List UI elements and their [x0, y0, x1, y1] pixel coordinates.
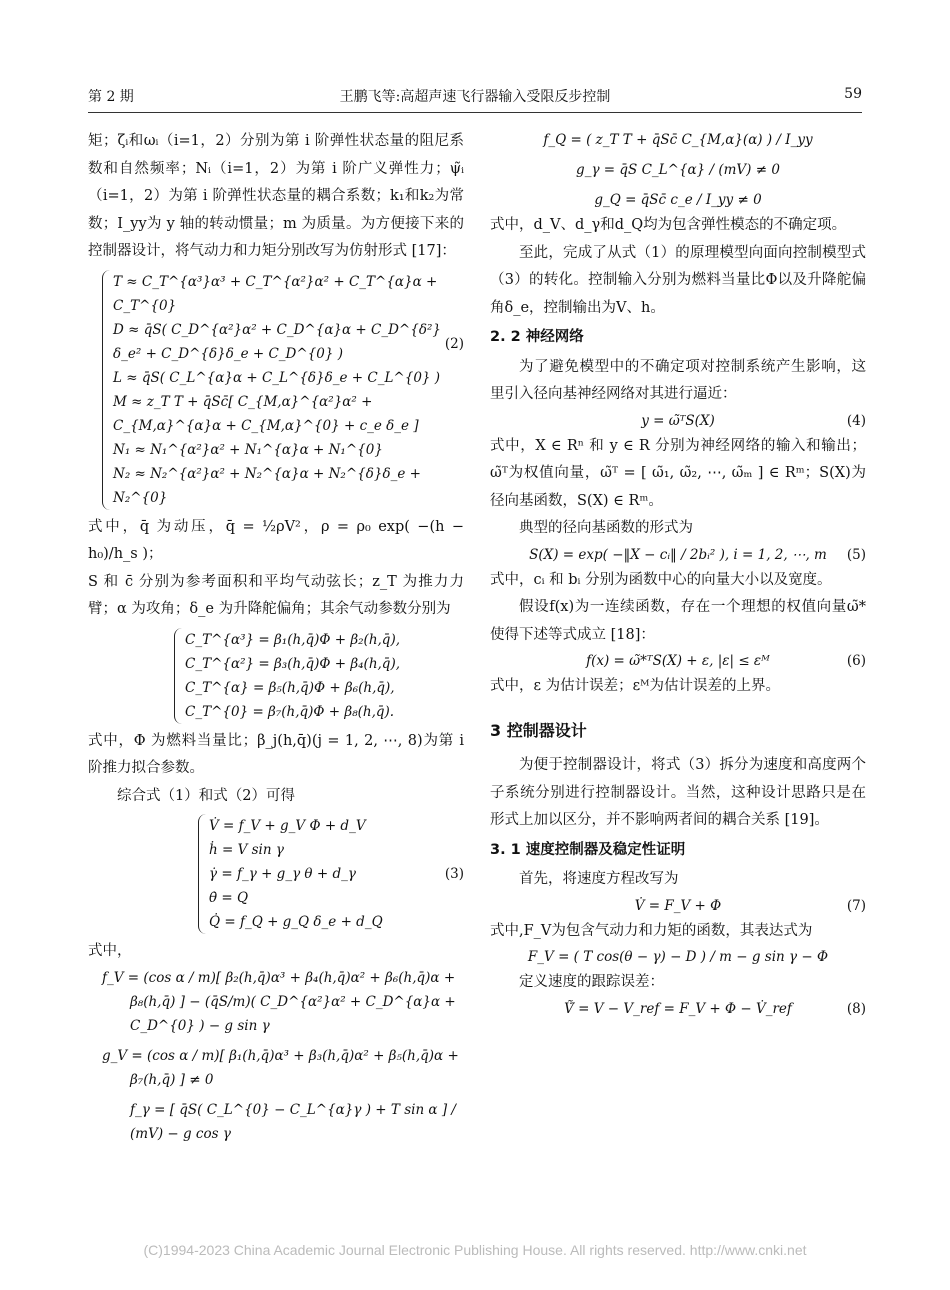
- equation-number: (2): [444, 335, 464, 352]
- paragraph: 为了避免模型中的不确定项对控制系统产生影响，这里引入径向基神经网络对其进行逼近：: [490, 358, 866, 402]
- equation-4: [490, 409, 866, 433]
- paragraph: 式中，q̄ 为动压，q̄ = ½ρV²，ρ = ρ₀ exp( −(h − h₀)/h_s )；: [88, 518, 464, 562]
- paragraph: 式中,F_V为包含气动力和力矩的函数，其表达式为: [490, 922, 813, 939]
- paragraph: 典型的径向基函数的形式为: [519, 520, 693, 536]
- eq-line: g_γ = q̄S C_L^{α} / (mV) ≠ 0: [576, 162, 780, 178]
- eq-line: V̇ = f_V + g_V Φ + d_V: [209, 818, 366, 834]
- equation-number: (4): [846, 412, 866, 429]
- eq-line: f_γ = [ q̄S( C_L^{0} − C_L^{α}γ ) + T sin α ] / (mV) − g cos γ: [130, 1101, 456, 1142]
- copyright-footer: (C)1994-2023 China Academic Journal Electronic Publishing House. All rights reserved. http://www.cnki.net: [143, 1242, 807, 1258]
- eq-line: S(X) = exp( −‖X − cᵢ‖ / 2bᵢ² ), i = 1, 2, ⋯, m: [529, 546, 827, 563]
- issue-label: 第 2 期: [88, 89, 134, 105]
- equation-2: [102, 270, 464, 510]
- equation-7: [490, 894, 866, 918]
- paragraph: 式中，cᵢ 和 bᵢ 分别为函数中心的向量大小以及宽度。: [490, 571, 832, 588]
- eq-line: f(x) = ω̃*ᵀS(X) + ε, |ε| ≤ εᴹ: [586, 653, 770, 669]
- paragraph: 式中，X ∈ Rⁿ 和 y ∈ R 分别为神经网络的输入和输出；ω̃ᵀ为权值向量，ω̃ᵀ = [ ω̃₁, ω̃₂, ⋯, ω̃ₘ ] ∈ Rᵐ；S(X)为径向基函数，S(X) ∈ Rᵐ。: [490, 437, 866, 509]
- paragraph: 式中，: [88, 943, 132, 959]
- equation-number: (7): [846, 897, 866, 914]
- equation-fvv: [490, 945, 866, 969]
- equation-6: [490, 649, 866, 673]
- eq-line: γ̇ = f_γ + g_γ θ + d_γ: [209, 866, 356, 882]
- paragraph: 定义速度的跟踪误差：: [519, 974, 664, 990]
- eq-line: f_V = (cos α / m)[ β₂(h,q̄)α³ + β₄(h,q̄)α² + β₆(h,q̄)α +: [102, 969, 456, 986]
- eq-line: Ṽ̇ = V − V_ref = F_V + Φ − V̇_ref: [564, 1000, 792, 1017]
- eq-line: Q̇ = f_Q + g_Q δ_e + d_Q: [209, 914, 383, 930]
- left-column: [88, 128, 464, 1146]
- header-rule: [88, 112, 862, 113]
- paragraph: 式中，ε 为估计误差；εᴹ为估计误差的上界。: [490, 678, 780, 694]
- eq-line: V̇ = F_V + Φ: [634, 897, 722, 914]
- section-heading: 3. 1 速度控制器及稳定性证明: [490, 841, 686, 858]
- equation-number: (6): [846, 653, 866, 669]
- eq-line: L ≈ q̄S( C_L^{α}α + C_L^{δ}δ_e + C_L^{0} ): [113, 369, 441, 386]
- equation-fq-block: [490, 128, 866, 212]
- section-heading: 2. 2 神经网络: [490, 329, 584, 345]
- eq-line: T ≈ C_T^{α³}α³ + C_T^{α²}α² + C_T^{α}α + C_T^{0}: [113, 273, 438, 314]
- page-number: 59: [844, 86, 862, 102]
- equation-number: (8): [846, 1000, 866, 1017]
- eq-line: C_T^{α²} = β₃(h,q̄)Φ + β₄(h,q̄),: [185, 655, 401, 672]
- eq-line: C_T^{α³} = β₁(h,q̄)Φ + β₂(h,q̄),: [185, 631, 401, 648]
- paragraph: 式中，Φ 为燃料当量比；β_j(h,q̄)(j = 1, 2, ⋯, 8)为第 i 阶推力拟合参数。: [88, 732, 464, 776]
- eq-line: C_T^{α} = β₅(h,q̄)Φ + β₆(h,q̄),: [185, 679, 395, 696]
- equation-3: [198, 814, 464, 934]
- eq-line: C_T^{0} = β₇(h,q̄)Φ + β₈(h,q̄).: [185, 703, 395, 720]
- equation-fv: [88, 966, 464, 1146]
- eq-line: ḣ = V sin γ: [209, 842, 284, 858]
- paragraph: 矩；ζᵢ和ωᵢ（i=1，2）分别为第 i 阶弹性状态量的阻尼系数和自然频率；Nᵢ（i=1，2）为第 i 阶广义弹性力；ψ̃ᵢ（i=1，2）为第 i 阶弹性状态量的耦合系数；k₁和k₂为常数；I_yy为 y 轴的转动惯量；m 为质量。为方便接下来的控制器设计，将气动力和力矩分别改写为仿射形式 [17]：: [88, 133, 464, 259]
- eq-line: θ̇ = Q: [209, 890, 249, 906]
- paragraph: 为便于控制器设计，将式（3）拆分为速度和高度两个子系统分别进行控制器设计。当然，这种设计思路只是在形式上加以区分，并不影响两者间的耦合关系 [19]。: [490, 757, 866, 828]
- equation-8: [490, 997, 866, 1021]
- eq-line: f_Q = ( z_T T + q̄Sc̄ C_{M,α}(α) ) / I_yy: [543, 132, 813, 148]
- eq-line: β₇(h,q̄) ] ≠ 0: [130, 1071, 214, 1088]
- eq-line: y = ω̃ᵀS(X): [641, 412, 715, 429]
- paragraph: 假设f(x)为一连续函数，存在一个理想的权值向量ω̃* 使得下述等式成立 [18]：: [490, 599, 866, 643]
- paragraph: 综合式（1）和式（2）可得: [117, 787, 295, 804]
- section-heading: 3 控制器设计: [490, 720, 587, 740]
- paragraph: S 和 c̄ 分别为参考面积和平均气动弦长；z_T 为推力力臂；α 为攻角；δ_e 为升降舵偏角；其余气动参数分别为: [88, 573, 464, 617]
- equation-number: (5): [846, 546, 866, 563]
- eq-line: β₈(h,q̄) ] − (q̄S/m)( C_D^{α²}α² + C_D^{α}α + C_D^{0} ) − g sin γ: [130, 993, 456, 1034]
- eq-line: M ≈ z_T T + q̄Sc̄[ C_{M,α}^{α²}α² + C_{M,α}^{α}α + C_{M,α}^{0} + c_e δ_e ]: [113, 393, 419, 434]
- running-title: 王鹏飞等:高超声速飞行器输入受限反步控制: [339, 89, 611, 105]
- right-column: [490, 128, 866, 1021]
- eq-line: F_V = ( T cos(θ − γ) − D ) / m − g sin γ − Φ: [527, 949, 829, 965]
- equation-number: (3): [444, 866, 464, 882]
- paragraph: 至此，完成了从式（1）的原理模型向面向控制模型式（3）的转化。控制输入分别为燃料当量比Φ以及升降舵偏角δ_e，控制输出为V、h。: [490, 244, 866, 316]
- paragraph: 式中，d_V、d_γ和d_Q均为包含弹性模态的不确定项。: [490, 217, 847, 233]
- equation-5: [490, 543, 866, 567]
- eq-line: N₁ ≈ N₁^{α²}α² + N₁^{α}α + N₁^{0}: [113, 441, 383, 458]
- eq-line: N₂ ≈ N₂^{α²}α² + N₂^{α}α + N₂^{δ}δ_e + N₂^{0}: [113, 465, 421, 506]
- eq-line: g_V = (cos α / m)[ β₁(h,q̄)α³ + β₃(h,q̄)α² + β₅(h,q̄)α +: [102, 1047, 459, 1064]
- equation-coeffs: [174, 628, 464, 724]
- eq-line: g_Q = q̄Sc̄ c_e / I_yy ≠ 0: [594, 192, 762, 208]
- eq-line: D ≈ q̄S( C_D^{α²}α² + C_D^{α}α + C_D^{δ²}δ_e² + C_D^{δ}δ_e + C_D^{0} ): [113, 321, 441, 362]
- paragraph: 首先，将速度方程改写为: [519, 871, 679, 887]
